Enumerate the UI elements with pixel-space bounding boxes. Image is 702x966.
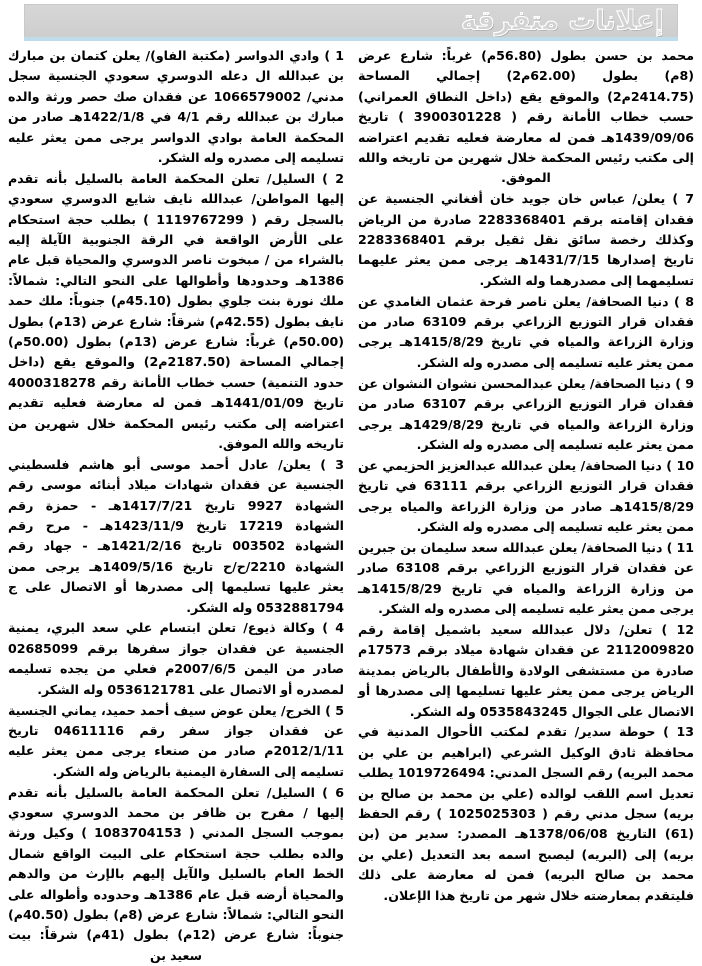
ad-entry-9: 9 ) دنيا الصحافة/ يعلن عبدالمحسن نشوان النشوان عن فقدان قرار التوزيع الزراعي برقم 63107 صادر من وزارة الزراعة والمياه في تاريخ 1429/8/29هـ يرجى ممن يعثر عليه تسليمه إلى مصدره وله الشكر. (358, 375, 694, 452)
ad-entry-6: 6 ) السليل/ تعلن المحكمة العامة بالسليل بأنه تقدم إليها / مفرح بن ظافر بن محمد الدوسري سعودي بموجب السجل المدني ( 1083704153 ) وكيل ورثة والده بطلب حجة استحكام على البيت الواقع شمال الخط العام بالسليل والآيل إليهم بالإرث من والدهم والمحياة أرضه قبل عام 1386هـ وحدوده وأطواله على النحو التالي: شمالاً: شارع عرض (8م) بطول (40.50م) جنوباً: شارع عرض (12م) بطول (41م) شرقاً: بيت سعيد بن (8, 784, 345, 963)
ad-entry-12: 12 ) تعلن/ دلال عبدالله سعيد باشميل إقامة رقم 2112009820 عن فقدان شهادة ميلاد برقم 17573م صادرة من مستشفى الولادة والأطفال بالرياض بمدينة الرياض يرجى ممن يعثر عليها تسليمها إلى مصدرها أو الاتصال على الجوال 0535843245 وله الشكر. (358, 621, 694, 719)
ad-entry-5: 5 ) الخرج/ يعلن عوض سيف أحمد حميد، يماني الجنسية عن فقدان جواز سفر رقم 04611116 تاريخ 2012/1/11م صادر من صنعاء يرجى ممن يعثر عليه تسليمه إلى السفارة اليمنية بالرياض وله الشكر. (8, 702, 344, 779)
page-header-banner (24, 4, 678, 38)
ad-entry-10: 10 ) دنيا الصحافة/ يعلن عبدالله عبدالعزيز الحزيمي عن فقدان قرار التوزيع الزراعي برقم 63111 في تاريخ 1415/8/29هـ صادر من وزارة الزراعة والمياه يرجى ممن يعثر عليه تسليمه إلى مصدره وله الشكر. (358, 457, 694, 534)
ad-entry-3: 3 ) يعلن/ عادل أحمد موسى أبو هاشم فلسطيني الجنسية عن فقدان شهادات ميلاد أبنائه موسى رقم الشهادة 9927 تاريخ 1417/7/21هـ - حمزة رقم الشهادة 17219 تاريخ 1423/11/9هـ - مرح رقم الشهادة 003502 تاريخ 1421/2/16هـ - جهاد رقم الشهادة 2210/ح/ح تاريخ 1409/5/16هـ يرجى ممن يعثر عليها تسليمها إلى مصدرها أو الاتصال على ج 0532881794 وله الشكر. (8, 456, 344, 615)
banner-underline (24, 37, 678, 41)
ad-entry-4: 4 ) وكالة ذيوع/ تعلن ابتسام علي سعد البري، يمنية الجنسية عن فقدان جواز سفرها برقم 02685099 صادر من اليمن 2007/6/5م فعلي من يجده تسليمه لمصدره أو الاتصال على 0536121781 وله الشكر. (8, 620, 344, 697)
ad-entry-7: 7 ) يعلن/ عباس خان جويد خان أفغاني الجنسية عن فقدان إقامته برقم 2283368401 صادرة من الرياض وكذلك رخصة سائق نقل ثقيل برقم 2283368401 تاريخ إصدارها 1431/7/15هـ يرجى ممن يعثر عليهما تسليمهما إلى مصدرهما وله الشكر. (358, 191, 694, 288)
ad-entry-1: 1 ) وادي الدواسر (مكتبة الفاو)/ يعلن كتمان بن مبارك بن عبدالله ال دعله الدوسري سعودي الجنسية سجل مدني/ 1066579002 عن فقدان صك حصر ورثة والده مبارك بن عبدالله رقم 4/1 في 1422/1/8هـ صادر من المحكمة العامة بوادي الدواسر يرجى ممن يعثر عليه تسليمه إلى مصدره وله الشكر. (8, 48, 344, 165)
ad-entry-11: 11 ) دنيا الصحافة/ يعلن عبدالله سعد سليمان بن جبرين عن فقدان قرار التوزيع الزراعي برقم 63108 صادر من وزارة الزراعة والمياه في تاريخ 1415/8/29هـ يرجى ممن يعثر عليه تسليمه إلى مصدره وله الشكر. (358, 539, 694, 617)
classifieds-body (8, 46, 695, 963)
column-left (358, 46, 695, 903)
page-title: إعلانات متفرقة (460, 5, 664, 37)
ad-entry-6-continuation: محمد بن حسن بطول (56.80م) غرباً: شارع عرض (8م) بطول (62.00م2) إجمالي المساحة (2414.75م2) والموقع يقع (داخل النطاق العمراني) حسب خطاب الأمانة رقم ( 3900301228 ) تاريخ 1439/09/06هـ فمن له معارضة فعليه تقديم اعتراضه إلى مكتب رئيس المحكمة خلال شهرين من تاريخه والله الموفق. (358, 48, 695, 186)
ad-entry-13: 13 ) حوطة سدير/ تقدم لمكتب الأحوال المدنية في محافظة ثادق الوكيل الشرعي (ابراهيم بن علي بن محمد البريه) رقم السجل المدني: 1019726494 يطلب تعديل اسم اللقب لوالده (علي بن محمد بن صالح بن بريه) سجل مدني رقم ( 1025025303 ) رقم الحفظ (61) التاريخ 1378/06/08هـ المصدر: سدير من (بن بريه) إلى (البريه) ليصبح اسمه بعد التعديل (علي بن محمد بن صالح البريه) فمن له معارضة على ذلك فليتقدم بمعارضته خلال شهر من تاريخ هذا الإعلان. (358, 724, 694, 903)
column-right (8, 46, 345, 963)
ad-entry-8: 8 ) دنيا الصحافة/ يعلن ناصر فرحة عثمان الغامدي عن فقدان قرار التوزيع الزراعي برقم 63109 صادر من وزارة الزراعة والمياه في تاريخ 1415/8/29هـ يرجى ممن يعثر عليه تسليمه إلى مصدره وله الشكر. (358, 293, 694, 370)
ad-entry-2: 2 ) السليل/ تعلن المحكمة العامة بالسليل بأنه تقدم إليها المواطن/ عبدالله نايف شايع الدوسري سعودي بالسجل رقم ( 1119767299 ) بطلب حجة استحكام على الأرض الواقعة في الرقة الجنوبية الآيلة إليه بالشراء من / مبخوت ناصر الدوسري والمحياة قبل عام 1386هـ وحدودها وأطوالها على النحو التالي: شمالاً: ملك نورة بنت جلوي بطول (45.10م) جنوباً: ملك حمد نايف بطول (42.55م) شرقاً: شارع عرض (13م) بطول (50.00م) غرباً: شارع عرض (13م) بطول (50.00م) إجمالي المساحة (2187.50م2) والموقع يقع (داخل حدود التنمية) حسب خطاب الأمانة رقم 4000318278 تاريخ 1441/01/09هـ فمن له معارضة فعليه تقديم اعتراضه إلى مكتب رئيس المحكمة خلال شهرين من تاريخه والله الموفق. (8, 170, 345, 451)
